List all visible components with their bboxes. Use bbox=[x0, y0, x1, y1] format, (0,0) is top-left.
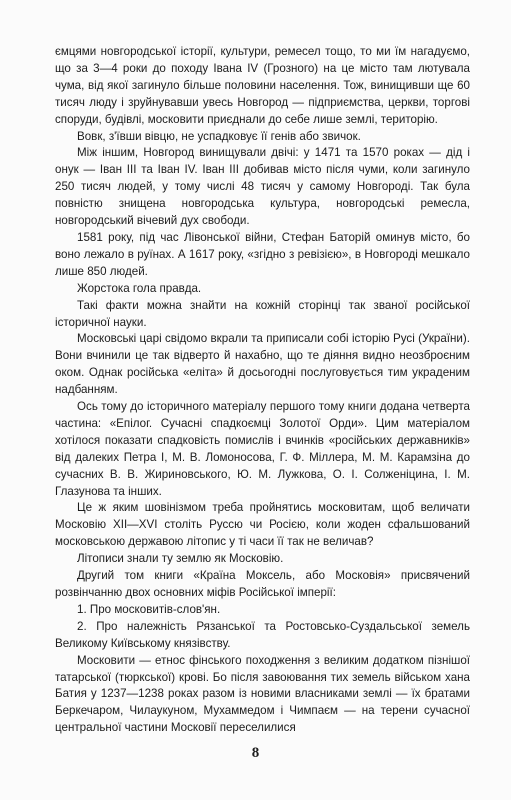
paragraph: Літописи знали ту землю як Московію. bbox=[77, 552, 284, 566]
paragraph: 1581 року, під час Лівонської війни, Стефан Баторій оминув місто, бо воно лежало в руїнах. А 1617 року, «згідно з ревізією», в Новгороді мешкало лише 850 людей. bbox=[55, 230, 470, 278]
paragraph: Ось тому до історичного матеріалу першого тому книги додана четверта частина: «Епілог. Сучасні спадкоємці Золотої Орди». Цим матеріалом хотілося показати спадковість помислів і вчинків «російських державників» від далеких Петра I, М. В. Ломоносова, Г. Ф. Міллера, М. М. Карамзіна до сучасних В. В. Жириновського, Ю. М. Лужкова, О. І. Солженіцина, І. М. Глазунова та інших. bbox=[55, 400, 470, 498]
page-text bbox=[55, 44, 470, 737]
paragraph: Між іншим, Новгород винищували двічі: у 1471 та 1570 роках — дід і онук — Іван III та Іван IV. Іван III добивав місто після чуми, коли загинуло 250 тисяч людей, у тому числі 48 тисяч у самому Новгороді. Так була повністю знищена новгородська культура, новгородські ремесла, новгородський вічевий дух свободи. bbox=[55, 146, 470, 228]
paragraph: Московити — етнос фінського походження з великим додатком пізнішої татарської (тюркської) крові. Бо після завоювання тих земель військом хана Батия у 1237—1238 роках разом із новими власниками землі — їх братами Беркечаром, Чилаукуном, Мухаммедом і Чимпаєм — на терени сучасної центральної частини Московії переселилися bbox=[55, 653, 470, 735]
paragraph: Такі факти можна знайти на кожній сторінці так званої російської історичної науки. bbox=[55, 298, 470, 329]
paragraph: Московські царі свідомо вкрали та приписали собі історію Русі (України). Вони вчинили це так відверто й нахабно, що те діяння видно неозброєним оком. Однак російська «еліта» й досьогодні послуговується тим украденим надбанням. bbox=[55, 332, 470, 397]
paragraph: Вовк, з'ївши вівцю, не успадковує її генів або звичок. bbox=[77, 129, 361, 143]
paragraph: ємцями новгородської історії, культури, ремесел тощо, то ми їм нагадуємо, що за 3—4 роки до походу Івана IV (Грозного) на це місто там лютувала чума, від якої загинуло більше половини населення. Тож, винищивши ще 60 тисяч люду і зруйнувавши увесь Новгород — підприємства, церкви, торгові споруди, будівлі, московити приєднали до себе лише землі, територію. bbox=[55, 45, 470, 126]
paragraph: Жорстока гола правда. bbox=[77, 281, 202, 295]
list-item: 1. Про московитів-слов'ян. bbox=[77, 602, 221, 616]
paragraph: Другий том книги «Країна Моксель, або Московія» присвячений розвінчанню двох основних міфів Російської імперії: bbox=[55, 569, 470, 599]
page-number: 8 bbox=[251, 745, 260, 761]
list-item: 2. Про належність Рязанської та Ростовсько-Суздальської земель Великому Київському князівству. bbox=[55, 619, 470, 650]
paragraph: Це ж яким шовінізмом треба пройнятись московитам, щоб величати Московію XII—XVI століть Руссю чи Росією, коли жоден сфальшований московською державою літопис у ті часи її так не величав? bbox=[55, 501, 470, 549]
